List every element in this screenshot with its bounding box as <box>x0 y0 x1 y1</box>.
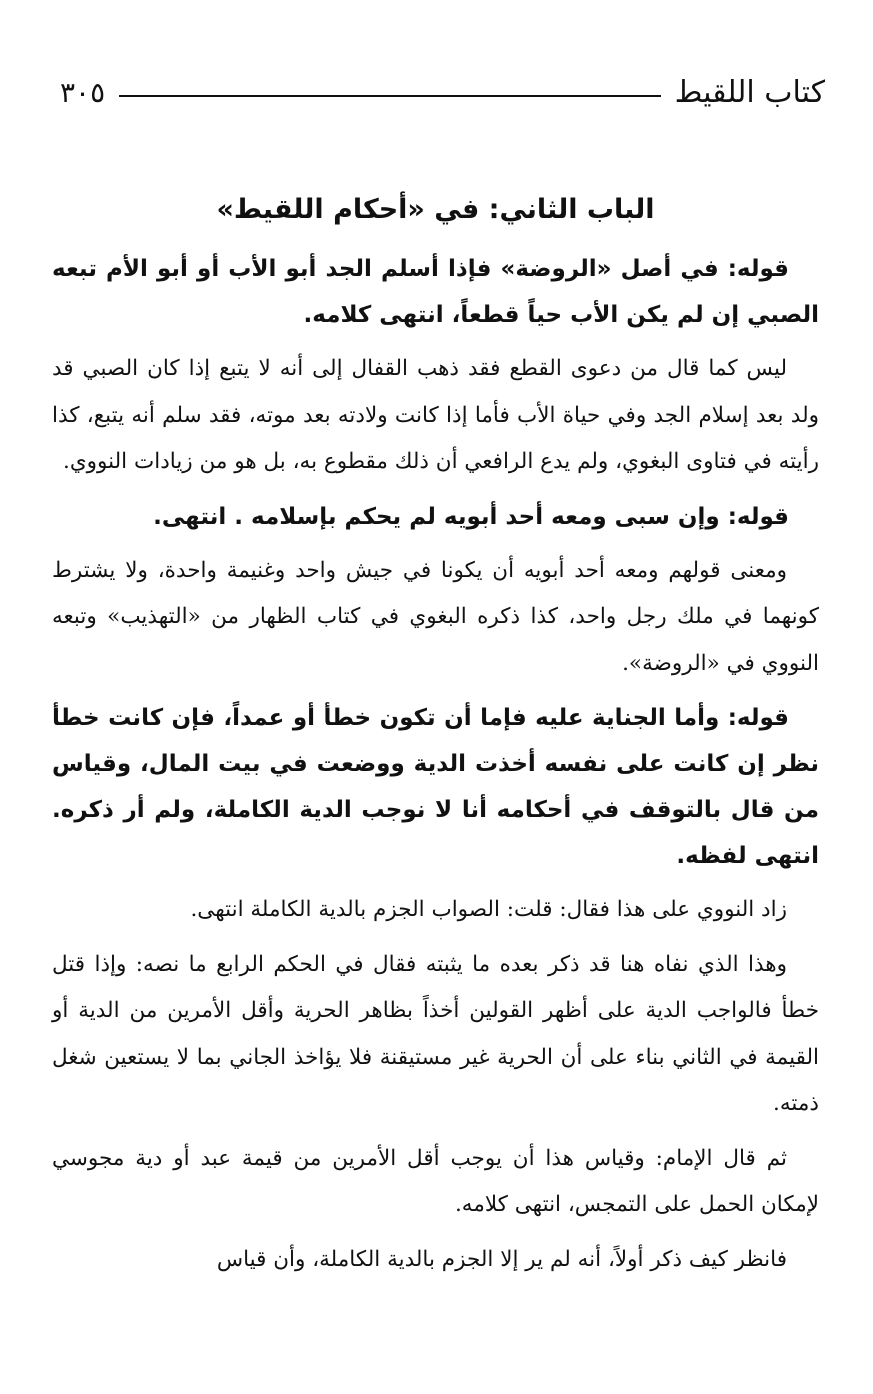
header-rule <box>119 95 661 97</box>
commentary-paragraph: ثم قال الإمام: وقياس هذا أن يوجب أقل الأمرين من قيمة عبد أو دية مجوسي لإمكان الحمل على التمجس، انتهى كلامه. <box>52 1145 819 1217</box>
quoted-passage: قوله: وأما الجناية عليه فإما أن تكون خطأ أو عمداً، فإن كانت خطأ نظر إن كانت على نفسه أخذت الدية ووضعت في بيت المال، وقياس من قال بالتوقف في أحكامه أنا لا نوجب الدية الكاملة، ولم أر ذكره. انتهى لفظه. <box>52 705 819 869</box>
quoted-passage: قوله: وإن سبى ومعه أحد أبويه لم يحكم بإسلامه . انتهى. <box>153 503 789 530</box>
quoted-passage: قوله: في أصل «الروضة» فإذا أسلم الجد أبو الأب أو أبو الأم تبعه الصبي إن لم يكن الأب حياً قطعاً، انتهى كلامه. <box>52 256 819 328</box>
book-title: كتاب اللقيط <box>674 74 825 110</box>
page-body <box>52 178 819 1291</box>
commentary-paragraph: وهذا الذي نفاه هنا قد ذكر بعده ما يثبته فقال في الحكم الرابع ما نصه: وإذا قتل خطأ فالواجب الدية على أظهر القولين أخذاً بظاهر الحرية وأقل الأمرين من الدية أو القيمة في الثاني بناء على أن الحرية غير مستيقنة فلا يؤاخذ الجاني بما لا يستعين شغل ذمته. <box>52 951 819 1116</box>
running-header <box>60 62 825 122</box>
commentary-paragraph: ومعنى قولهم ومعه أحد أبويه أن يكونا في جيش واحد وغنيمة واحدة، ولا يشترط كونهما في ملك رجل واحد، كذا ذكره البغوي في كتاب الظهار من «التهذيب» وتبعه النووي في «الروضة». <box>52 557 819 676</box>
commentary-paragraph: فانظر كيف ذكر أولاً، أنه لم ير إلا الجزم بالدية الكاملة، وأن قياس <box>216 1246 787 1272</box>
commentary-paragraph: زاد النووي على هذا فقال: قلت: الصواب الجزم بالدية الكاملة انتهى. <box>190 897 787 922</box>
commentary-paragraph: ليس كما قال من دعوى القطع فقد ذهب القفال إلى أنه لا يتبع إذا كان الصبي قد ولد بعد إسلام الجد وفي حياة الأب فأما إذا كانت ولادته بعد موته، فقد سلم أنه يتبع، كذا رأيته في فتاوى البغوي، ولم يدع الرافعي أن ذلك مقطوع به، بل هو من زيادات النووي. <box>52 356 819 474</box>
page-number: ٣٠٥ <box>60 75 106 109</box>
chapter-title: الباب الثاني: في «أحكام اللقيط» <box>216 194 655 225</box>
